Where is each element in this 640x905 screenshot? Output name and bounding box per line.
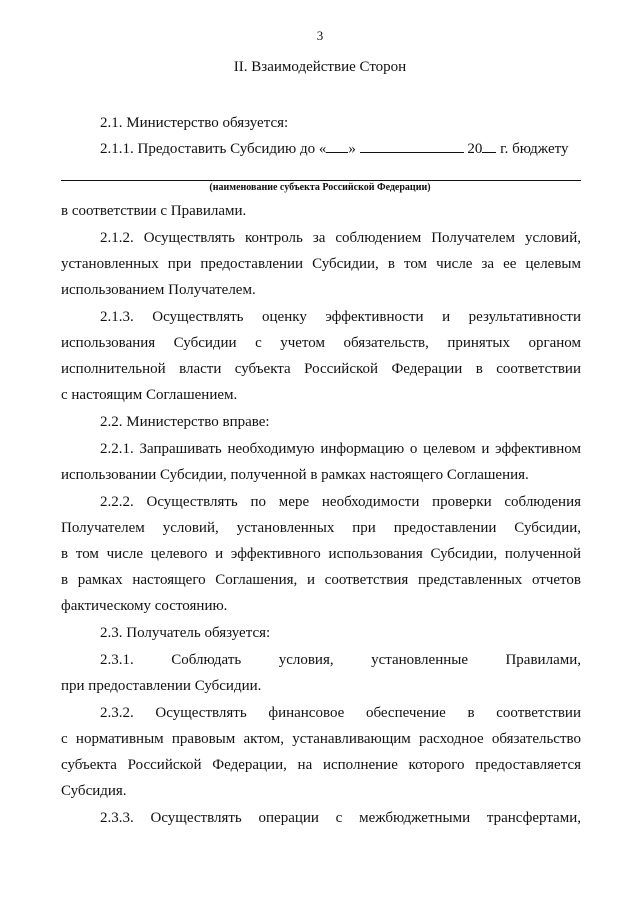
rules-line: в соответствии с Правилами. (61, 203, 247, 219)
clause-2-2-1-line-2: использовании Субсидии, полученной в рамках настоящего Соглашения. (61, 467, 529, 483)
clause-2-1: 2.1. Министерство обязуется: (100, 115, 289, 131)
clause-2-3-2-line-2: с нормативным правовым актом, устанавливающим расходное обязательство (61, 731, 581, 747)
month-blank (360, 138, 464, 153)
day-blank (326, 138, 348, 153)
clause-2-3-1-line-2: при предоставлении Субсидии. (61, 678, 262, 694)
clause-2-3-3-line-1: 2.3.3. Осуществлять операции с межбюджетными трансфертами, (100, 810, 581, 826)
subject-name-caption: (наименование субъекта Российской Федерации) (209, 182, 431, 193)
section-title: II. Взаимодействие Сторон (233, 59, 407, 75)
clause-2-3-2-line-3: субъекта Российской Федерации, на исполнение которого предоставляется (61, 757, 581, 773)
clause-2-2-2-line-1: 2.2.2. Осуществлять по мере необходимости проверки соблюдения (100, 494, 581, 510)
clause-2-3-2-line-4: Субсидия. (61, 783, 127, 799)
clause-2-3: 2.3. Получатель обязуется: (100, 625, 271, 641)
clause-2-1-3-line-4: с настоящим Соглашением. (61, 387, 238, 403)
clause-2-1-1-suffix: г. бюджету (500, 141, 569, 157)
clause-2-1-2-line-3: использованием Получателем. (61, 282, 256, 298)
year-blank (482, 138, 496, 153)
page-number: 3 (316, 28, 324, 43)
clause-2-1-1-year: 20 (467, 141, 483, 157)
clause-2-3-2-line-1: 2.3.2. Осуществлять финансовое обеспечение в соответствии (100, 705, 581, 721)
clause-2-1-1-prefix: 2.1.1. Предоставить Субсидию до « (100, 141, 327, 157)
clause-2-1-3-line-1: 2.1.3. Осуществлять оценку эффективности и результативности (100, 309, 581, 325)
clause-2-2-2-line-2: Получателем условий, установленных при предоставлении Субсидии, (61, 520, 581, 536)
clause-2-3-1-line-1: 2.3.1. Соблюдать условия, установленные Правилами, (100, 652, 581, 668)
clause-2-1-3-line-3: исполнительной власти субъекта Российской Федерации в соответствии (61, 361, 581, 377)
clause-2-2-2-line-5: фактическому состоянию. (61, 598, 228, 614)
subject-name-underline (61, 180, 581, 181)
clause-2-2-1-line-1: 2.2.1. Запрашивать необходимую информацию о целевом и эффективном (100, 441, 581, 457)
clause-2-1-1 (61, 136, 581, 162)
clause-2-1-1-mid: » (348, 141, 356, 157)
clause-2-1-2-line-1: 2.1.2. Осуществлять контроль за соблюдением Получателем условий, (100, 230, 581, 246)
clause-2-2: 2.2. Министерство вправе: (100, 414, 270, 430)
clause-2-2-2-line-4: в рамках настоящего Соглашения, и соответствия представленных отчетов (61, 572, 581, 588)
clause-2-2-2-line-3: в том числе целевого и эффективного использования Субсидии, полученной (61, 546, 581, 562)
clause-2-1-3-line-2: использования Субсидии с учетом обязательств, принятых органом (61, 335, 581, 351)
clause-2-1-2-line-2: установленных при предоставлении Субсидии, в том числе за ее целевым (61, 256, 581, 272)
